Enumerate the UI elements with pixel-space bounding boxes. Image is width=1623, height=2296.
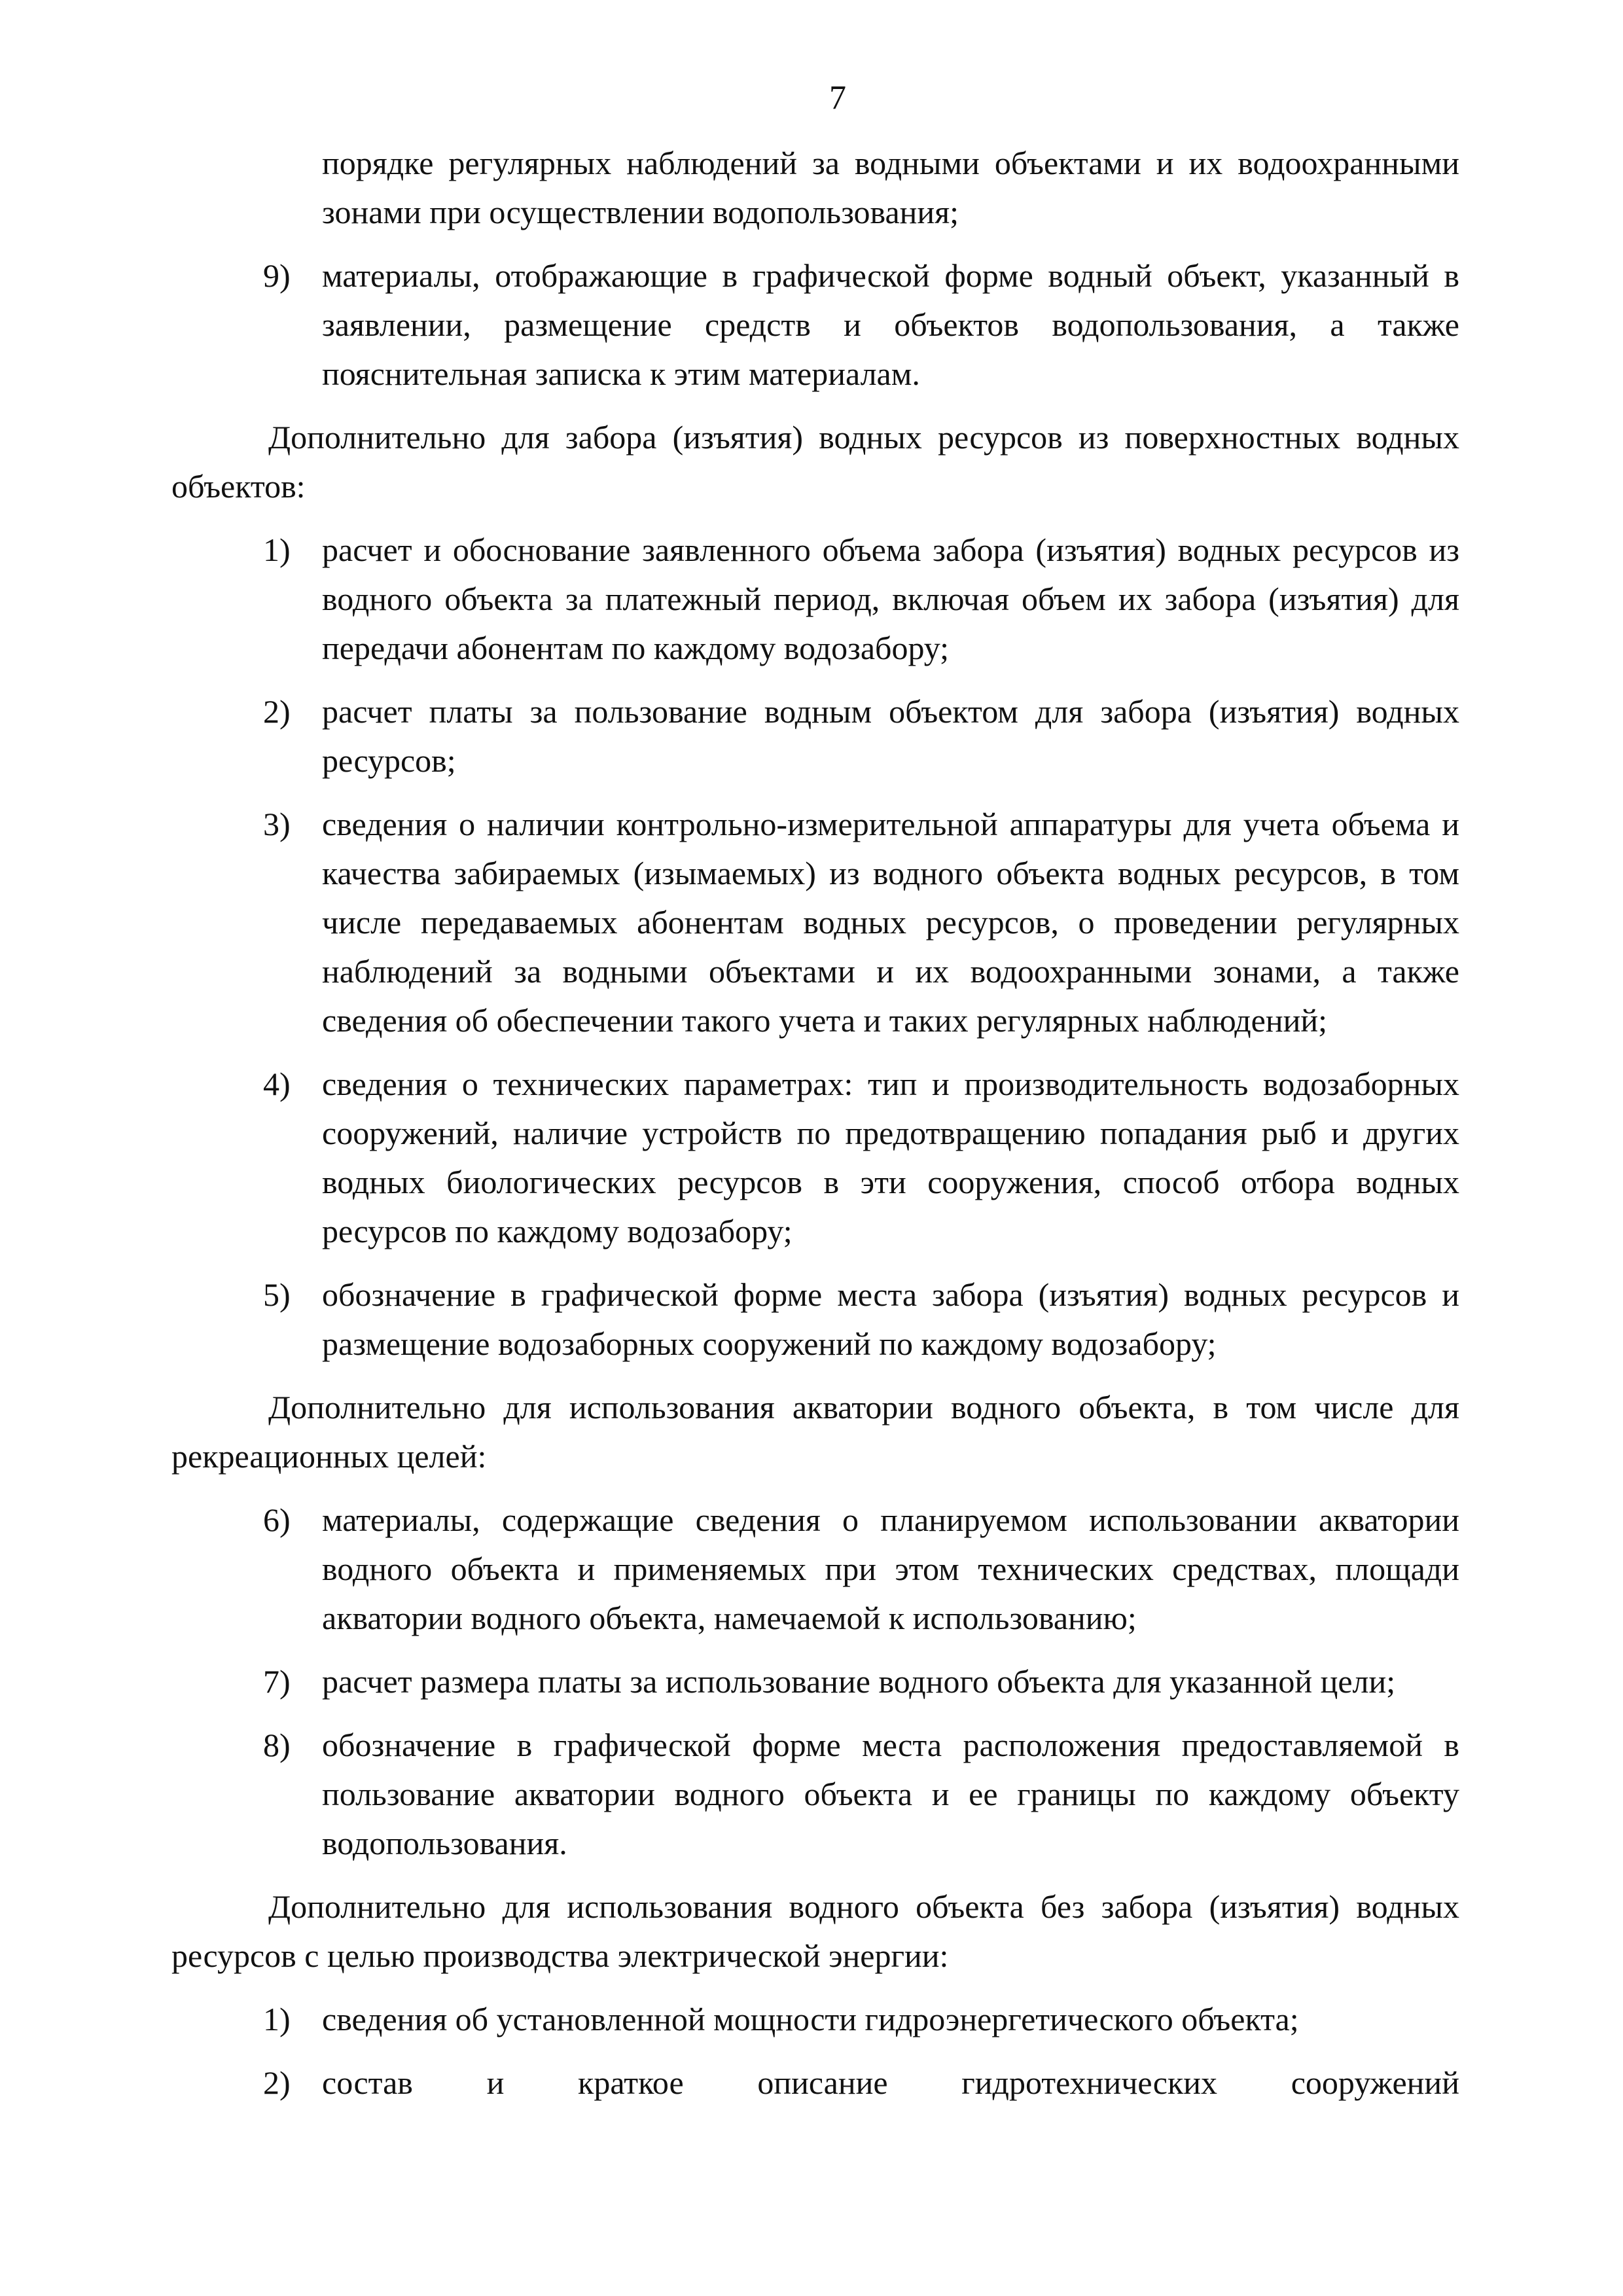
list-item-9 [171, 251, 1459, 399]
document-body [171, 139, 1459, 2122]
list-item-text: сведения о наличии контрольно-измерительной аппаратуры для учета объема и качества забираемых (изымаемых) из водного объекта водных ресурсов, в том числе передаваемых абонентам водных ресурсов, о проведении регулярных наблюдений за водными объектами и их водоохранными зонами, а также сведения об обеспечении такого учета и таких регулярных наблюдений; [322, 806, 1459, 1039]
list-item-text-spread [322, 2058, 1459, 2108]
list-item-number: 1) [263, 2001, 291, 2037]
word: гидротехнических [961, 2064, 1218, 2101]
section-intro-electric-energy: Дополнительно для использования водного объекта без забора (изъятия) водных ресурсов с целью производства электрической энергии: [171, 1888, 1459, 1974]
word: сооружений [1291, 2064, 1459, 2101]
section-intro-surface-water: Дополнительно для забора (изъятия) водных ресурсов из поверхностных водных объектов: [171, 419, 1459, 505]
list-item-text: обозначение в графической форме места забора (изъятия) водных ресурсов и размещение водозаборных сооружений по каждому водозабору; [322, 1276, 1459, 1362]
list-item-text: обозначение в графической форме места расположения предоставляемой в пользование акватории водного объекта и ее границы по каждому объекту водопользования. [322, 1727, 1459, 1861]
list-item-text: расчет и обоснование заявленного объема забора (изъятия) водных ресурсов из водного объекта за платежный период, включая объем их забора (изъятия) для передачи абонентам по каждому водозабору; [322, 531, 1459, 666]
list-item [171, 800, 1459, 1045]
list-item-number: 1) [263, 531, 291, 568]
continuation-text: порядке регулярных наблюдений за водными объектами и их водоохранными зонами при осуществлении водопользования; [322, 145, 1459, 230]
list-item-number: 4) [263, 1066, 291, 1102]
list-item-number: 9) [263, 257, 291, 294]
list-item-number: 2) [263, 2064, 291, 2101]
list-item-text: расчет размера платы за использование водного объекта для указанной цели; [322, 1663, 1396, 1700]
list-item-text: сведения о технических параметрах: тип и производительность водозаборных сооружений, наличие устройств по предотвращению попадания рыб и других водных биологических ресурсов в эти сооружения, способ отбора водных ресурсов по каждому водозабору; [322, 1066, 1459, 1249]
list-item-text: сведения об установленной мощности гидроэнергетического объекта; [322, 2001, 1299, 2037]
list-item [171, 1496, 1459, 1643]
list-item [171, 1270, 1459, 1369]
list-item-number: 5) [263, 1276, 291, 1313]
word: и [486, 2064, 505, 2101]
word: состав [322, 2064, 413, 2101]
list-item-number: 2) [263, 693, 291, 730]
list-item [171, 1657, 1459, 1706]
list-item-number: 7) [263, 1663, 291, 1700]
list-item-last [171, 2058, 1459, 2108]
word: описание [757, 2064, 888, 2101]
section-intro-water-area: Дополнительно для использования акватории водного объекта, в том числе для рекреационных целей: [171, 1389, 1459, 1475]
list-item-text: материалы, содержащие сведения о планируемом использовании акватории водного объекта и применяемых при этом технических средствах, площади акватории водного объекта, намечаемой к использованию; [322, 1501, 1459, 1636]
page-number: 7 [829, 79, 846, 117]
list-item-number: 6) [263, 1501, 291, 1538]
list-item-text: материалы, отображающие в графической форме водный объект, указанный в заявлении, размещение средств и объектов водопользования, а также пояснительная записка к этим материалам. [322, 257, 1459, 392]
list-item [171, 687, 1459, 785]
list-item-number: 8) [263, 1727, 291, 1763]
list-item-number: 3) [263, 806, 291, 842]
list-item [171, 1060, 1459, 1256]
list-item [171, 526, 1459, 673]
list-item [171, 1721, 1459, 1868]
list-item-text: расчет платы за пользование водным объектом для забора (изъятия) водных ресурсов; [322, 693, 1459, 779]
word: краткое [578, 2064, 684, 2101]
list-item [171, 1995, 1459, 2044]
